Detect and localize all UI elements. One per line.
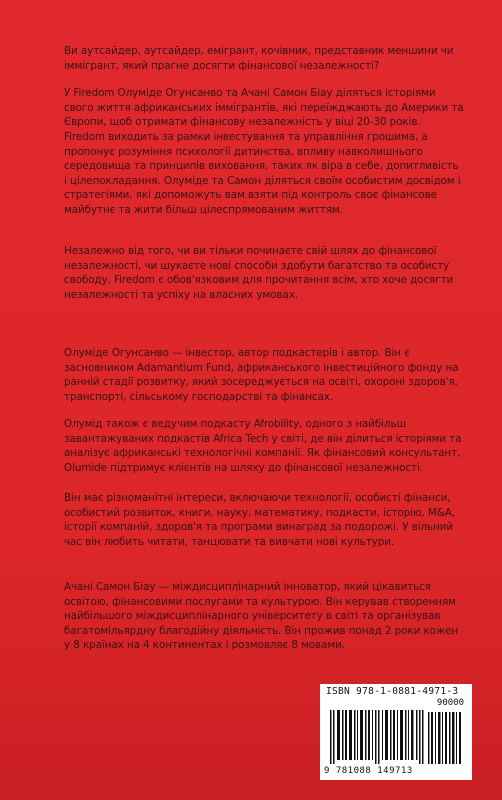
- description-paragraph-1: [64, 86, 464, 130]
- author1-bio-paragraph-2: [64, 417, 464, 475]
- barcode-digits: 9 781088 149713: [324, 766, 413, 776]
- price-code: 90000: [436, 698, 464, 708]
- isbn-barcode: [320, 684, 472, 780]
- author1-bio-paragraph-1: [64, 346, 464, 404]
- description-text-1: У Firedom Олуміде Огунсанво та Ачані Самон Біау діляться історіями свого життя африканських іммігрантів, які переїжджають до Америки та Європи, щоб отримати фінансову незалежність у віці 20-30 років.: [64, 87, 464, 129]
- isbn-label: ISBN 978-1-0881-4971-3: [326, 686, 459, 697]
- author2-bio-text: Ачані Самон Біау — міждисциплінарний інноватор, який цікавиться освітою, фінансовими послугами та культурою. Він керував створенням найбільшого міждисциплінарного університету в світі та організував багатомільярдну благодійну діяльність. Він прожив понад 2 роки кожен у 8 країнах на 4 континентах і розмовляє 8 мовами.: [64, 581, 459, 652]
- author1-bio-paragraph-3: [64, 491, 464, 549]
- description-paragraph-2: [64, 130, 464, 218]
- intro-text: Ви аутсайдер, аутсайдер, емігрант, кочівник, представник меншини чи іммігрант, який прагне досягти фінансової незалежності?: [64, 45, 454, 72]
- description-text-3: Незалежно від того, чи ви тільки починаєте свій шлях до фінансової незалежності, чи шукаєте нові способи здобути багатство та особисту свободу, Firedom є обов'язковим для прочитання всім, хто хоче досягти незалежності та успіху на власних умовах.: [64, 245, 454, 301]
- description-paragraph-3: [64, 244, 464, 302]
- addon-barcode-icon: [428, 712, 464, 764]
- intro-paragraph: [64, 44, 464, 73]
- description-text-2: Firedom виходить за рамки інвестування та управління грошима, а пропонує розуміння психології дитинства, впливу навколишнього середовища та принципів виховання, таких як віра в себе, допитливість і цілепокладання. Олуміде та Самон діляться своїм особистим досвідом і стратегіями, які допоможуть вам взяти під контроль своє фінансове майбутнє та жити більш цілеспрямованим життям.: [64, 131, 461, 216]
- author1-bio-text-2: Олумід також є ведучим подкасту Afrobility, одного з найбільш завантажуваних подкастів Africa Tech у світі, де він ділиться історіями та аналізує африканські технологічні компанії. Як фінансовий консультант, Olumide підтримує клієнтів на шляху до фінансової незалежності.: [64, 418, 462, 474]
- author1-bio-text-1: Олуміде Огунсанво — інвестор, автор подкастерів і автор. Він є засновником Adamantium Fund, африканського інвестиційного фонду на ранній стадії розвитку, який зосереджується на освіті, охороні здоров'я, транспорті, сільському господарстві та фінансах.: [64, 347, 459, 403]
- author1-bio-text-3: Він має різноманітні інтереси, включаючи технології, особисті фінанси, особистий розвиток, книги, науку, математику, подкасти, історію, M&A, історії компаній, здоров'я та програми винаград за подорожі. У вільний час він любить читати, танцювати та вивчати нові культури.: [64, 492, 456, 548]
- author2-bio-paragraph: [64, 580, 464, 653]
